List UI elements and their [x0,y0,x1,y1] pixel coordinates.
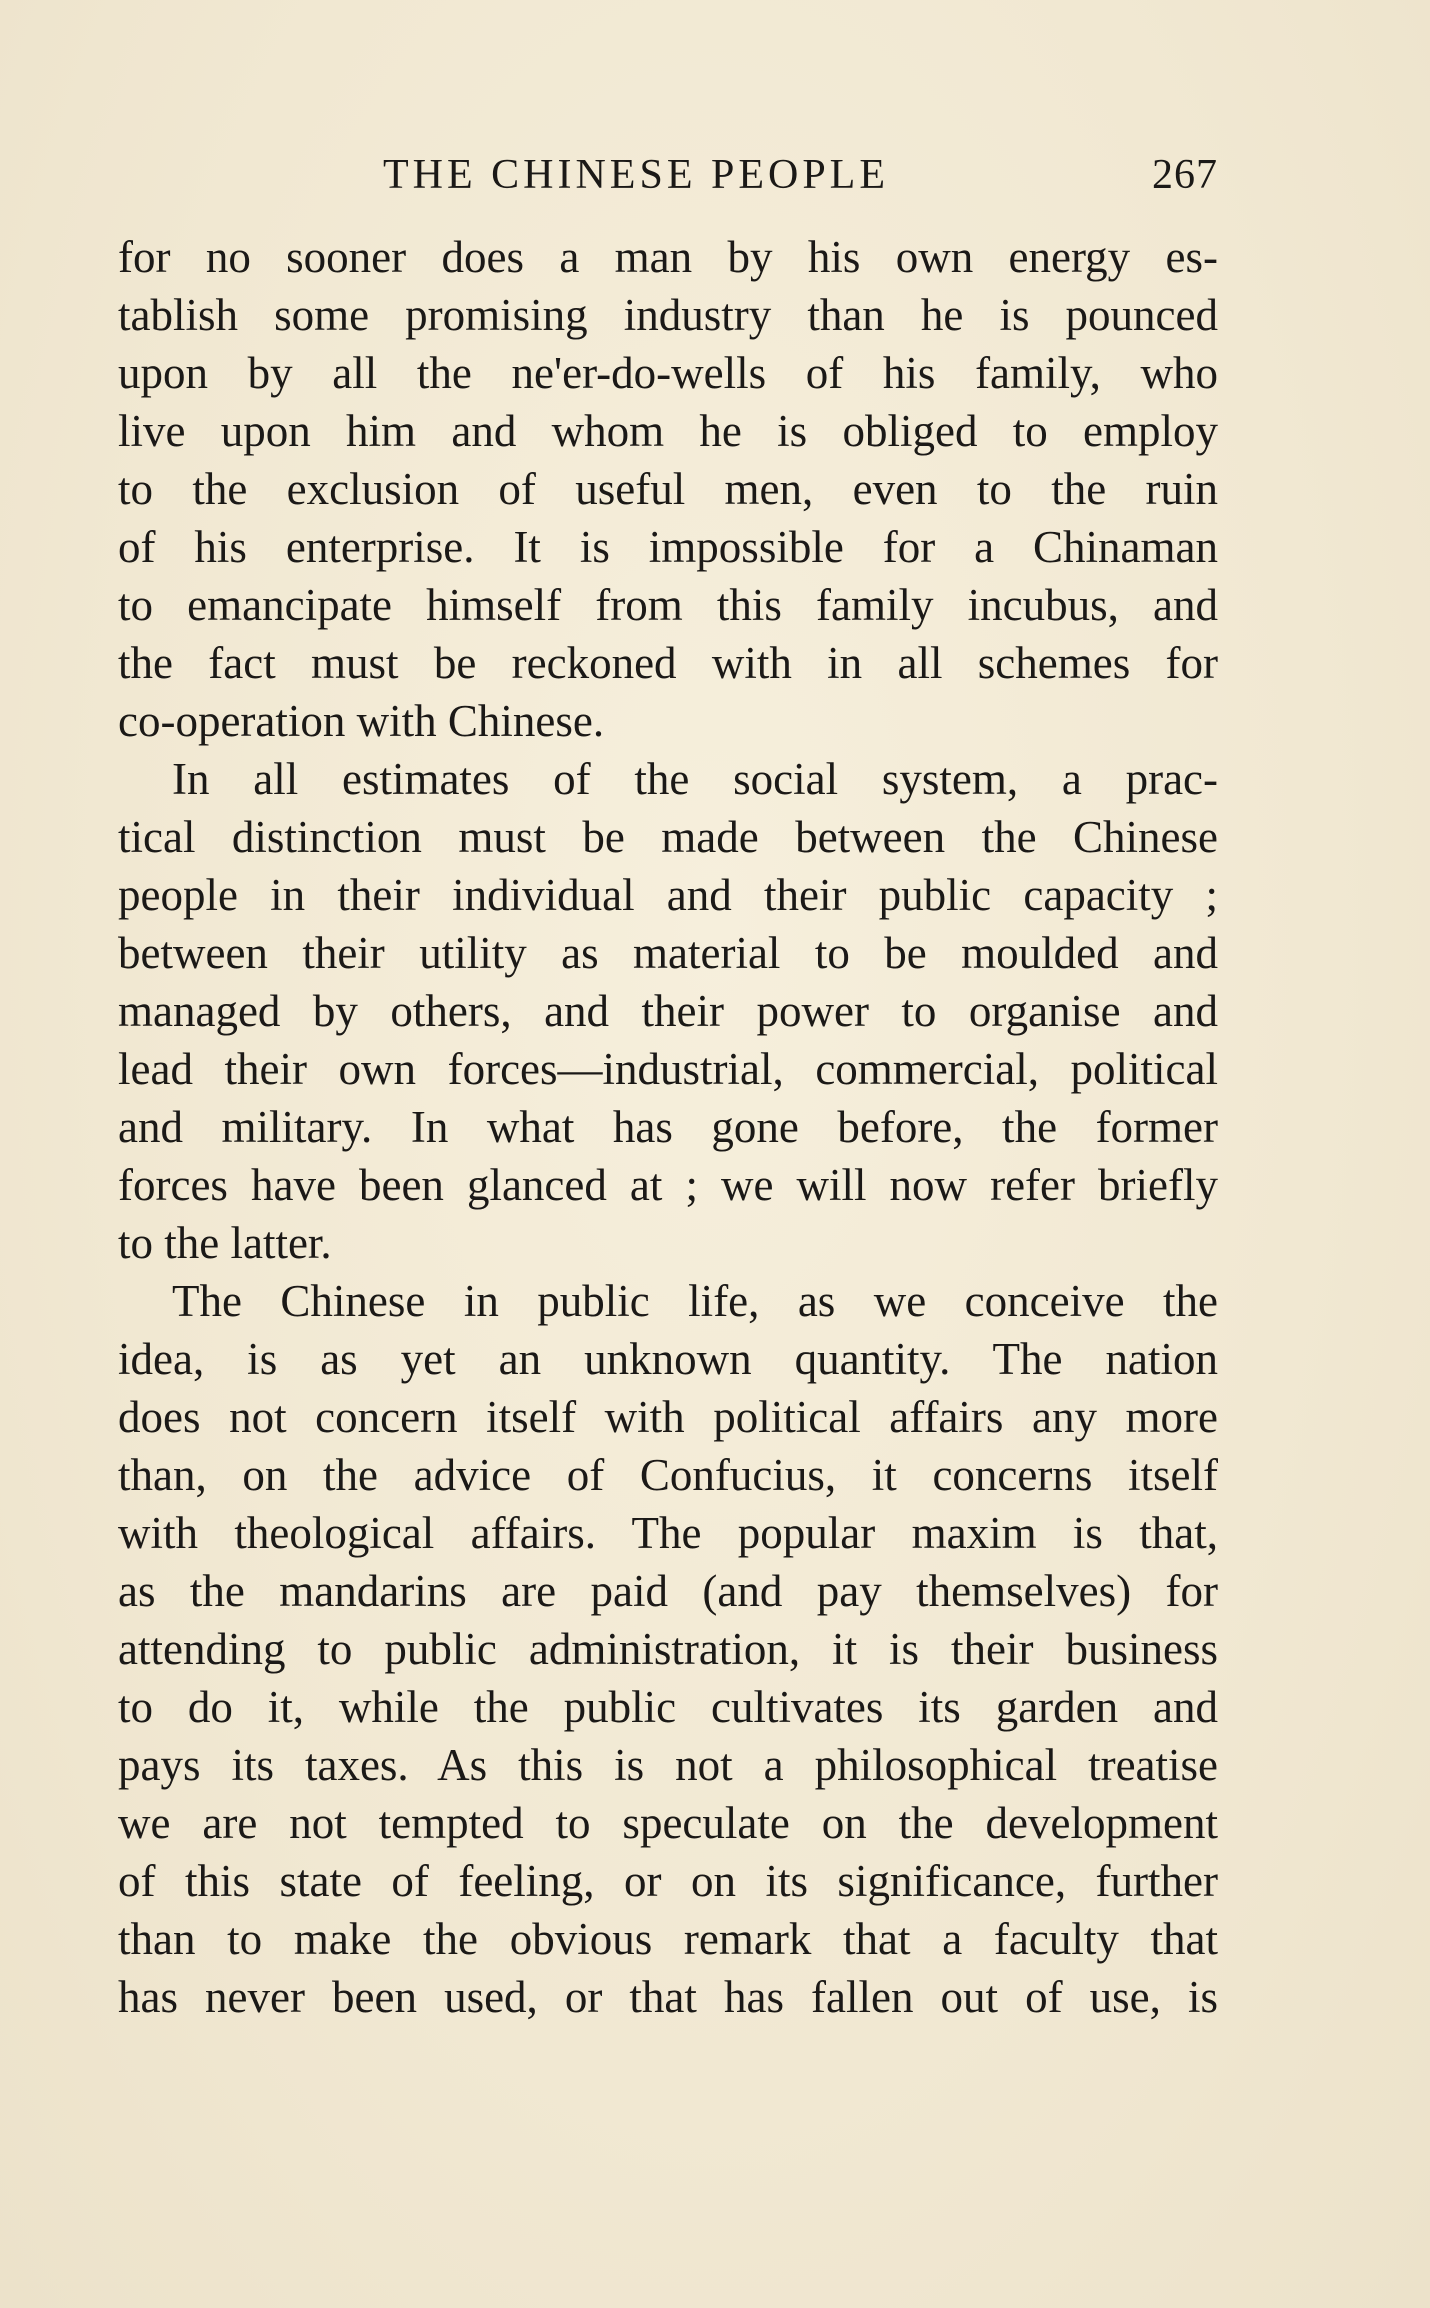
text-line: The Chinese in public life, as we conceive the [172,1276,1218,1326]
text-line: of his enterprise. It is impossible for a Chinaman [118,522,1218,572]
text-line: for no sooner does a man by his own energy es- [118,232,1218,282]
text-line: pays its taxes. As this is not a philosophical treatise [118,1740,1218,1790]
text-line: tical distinction must be made between the Chinese [118,812,1218,862]
text-line: to do it, while the public cultivates its garden and [118,1682,1218,1732]
text-line: lead their own forces—industrial, commercial, political [118,1044,1218,1094]
page-header [118,148,1218,202]
text-line: tablish some promising industry than he is pounced [118,290,1218,340]
text-line: than, on the advice of Confucius, it concerns itself [118,1450,1218,1500]
text-line: upon by all the ne'er-do-wells of his family, who [118,348,1218,398]
text-line: and military. In what has gone before, the former [118,1102,1218,1152]
text-line: does not concern itself with political affairs any more [118,1392,1218,1442]
text-line: co-operation with Chinese. [118,696,605,746]
text-line: idea, is as yet an unknown quantity. The nation [118,1334,1218,1384]
text-line: we are not tempted to speculate on the development [118,1798,1218,1848]
text-line: In all estimates of the social system, a prac- [172,754,1218,804]
text-line: as the mandarins are paid (and pay themselves) for [118,1566,1218,1616]
text-line: between their utility as material to be moulded and [118,928,1218,978]
text-line: managed by others, and their power to organise and [118,986,1218,1036]
text-line: to the latter. [118,1218,332,1268]
text-line: the fact must be reckoned with in all schemes for [118,638,1218,688]
body-text [118,228,1218,2026]
text-line: forces have been glanced at ; we will now refer briefly [118,1160,1218,1210]
text-line: than to make the obvious remark that a faculty that [118,1914,1218,1964]
text-line: to emancipate himself from this family incubus, and [118,580,1218,630]
text-line: of this state of feeling, or on its significance, further [118,1856,1218,1906]
text-line: to the exclusion of useful men, even to the ruin [118,464,1218,514]
text-line: with theological affairs. The popular maxim is that, [118,1508,1218,1558]
page-number: 267 [1152,152,1218,198]
running-head: THE CHINESE PEOPLE [383,152,889,198]
text-line: live upon him and whom he is obliged to employ [118,406,1218,456]
text-line: attending to public administration, it is their business [118,1624,1218,1674]
text-line: people in their individual and their public capacity ; [118,870,1218,920]
text-line: has never been used, or that has fallen out of use, is [118,1972,1218,2022]
